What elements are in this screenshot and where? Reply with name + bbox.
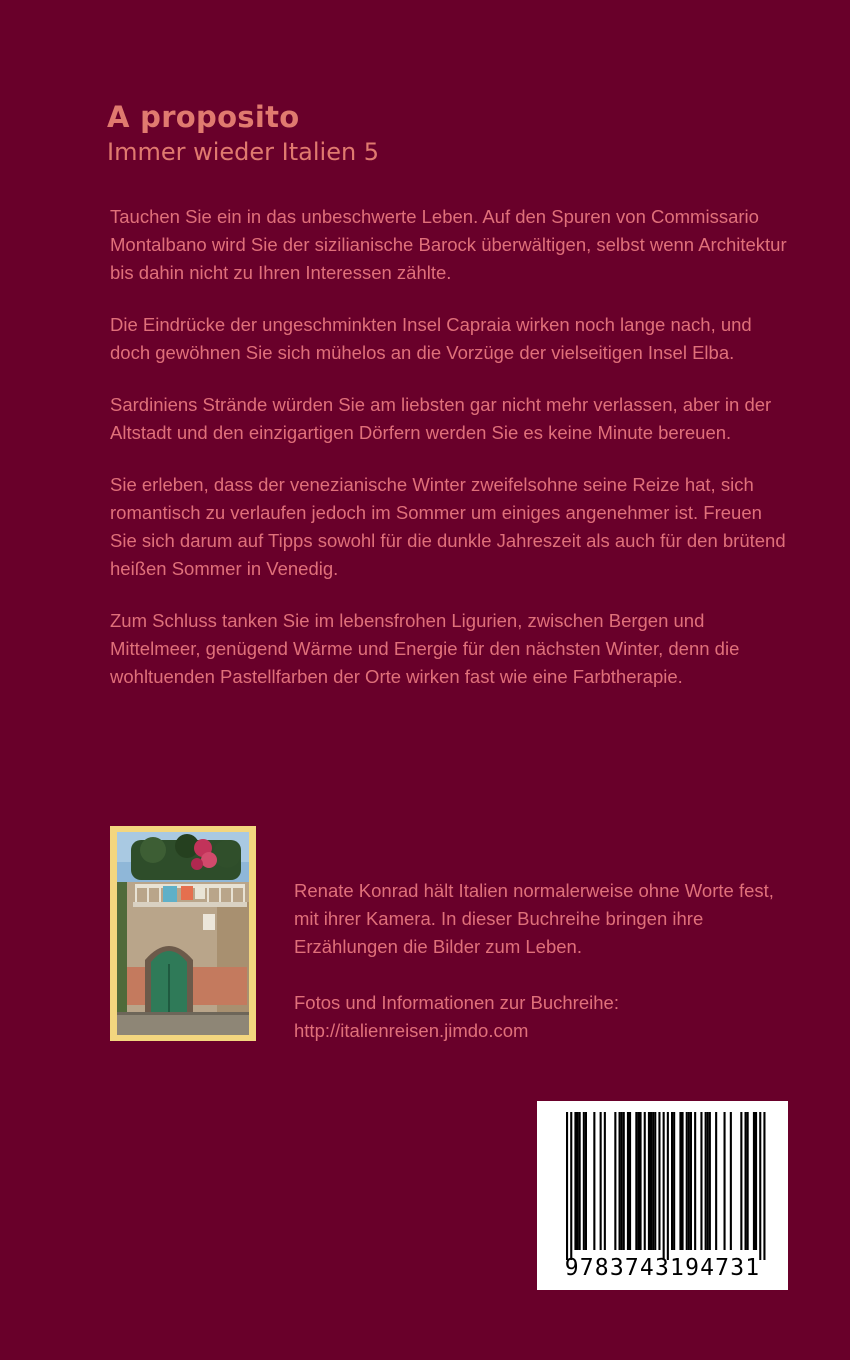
barcode-bar [621,1112,623,1250]
author-photo-frame [110,826,256,1041]
barcode-bar [688,1112,690,1250]
isbn-barcode [537,1101,788,1290]
barcode-bar [654,1112,656,1250]
barcode-bar [604,1112,606,1250]
barcode-bar [579,1112,581,1250]
barcode-bar [614,1112,616,1250]
website-link[interactable]: http://italienreisen.jimdo.com [294,1020,529,1041]
barcode-bar [715,1112,717,1250]
barcode-bar [759,1112,761,1260]
barcode-bar [679,1112,681,1250]
barcode-bar [705,1112,707,1250]
barcode-bar [577,1112,579,1250]
barcode-bar [745,1112,747,1250]
barcode-bar [593,1112,595,1250]
barcode-bar [600,1112,602,1250]
barcode-bar [627,1112,629,1250]
barcode-bar [663,1112,665,1260]
barcode-bar [673,1112,675,1250]
barcode-bar [629,1112,631,1250]
barcode-bar [648,1112,650,1250]
barcode-bar [623,1112,625,1250]
barcode-bar [566,1112,568,1260]
italian-house-photo [117,832,249,1035]
barcode-bar [585,1112,587,1250]
barcode-bar [707,1112,709,1250]
barcode-bar [640,1112,642,1250]
barcode-bar [667,1112,669,1260]
blurb-paragraph: Zum Schluss tanken Sie im lebensfrohen Ligurien, zwischen Bergen und Mittelmeer, genügend Wärme und Energie für den nächsten Winter, denn die wohltuenden Pastellfarben der Orte wirken fast wie eine Farbtherapie. [110,610,740,687]
barcode-bar [690,1112,692,1250]
blurb-paragraph: Sardiniens Strände würden Sie am liebsten gar nicht mehr verlassen, aber in der Altstadt und den einzigartigen Dörfern werden Sie es keine Minute bereuen. [110,394,772,443]
barcode-bar [763,1112,765,1260]
barcode-bar [637,1112,639,1250]
barcode-bar [574,1112,576,1250]
barcode-bar [753,1112,755,1250]
barcode-bar [694,1112,696,1250]
barcode-bar [747,1112,749,1250]
book-subtitle: Immer wieder Italien 5 [107,138,380,166]
barcode-bar [682,1112,684,1250]
blurb-paragraph: Sie erleben, dass der venezianische Winter zweifelsohne seine Reize hat, sich romantisch zu verlaufen jedoch im Sommer um einiges angenehmer ist. Freuen Sie sich darum auf Tipps sowohl für die dunkle Jahreszeit als auch für den brütend heißen Sommer in Venedig. [110,474,786,579]
blurb-paragraph: Tauchen Sie ein in das unbeschwerte Leben. Auf den Spuren von Commissario Montalbano wird Sie der sizilianische Barock überwältigen, selbst wenn Architektur bis dahin nicht zu Ihren Interessen zählte. [110,206,787,283]
barcode-bar [730,1112,732,1250]
author-bio: Renate Konrad hält Italien normalerweise ohne Worte fest, mit ihrer Kamera. In dieser Buchreihe bringen ihre Erzählungen die Bilder zum Leben. [294,880,774,957]
blurb-text [110,203,790,715]
barcode-bar [583,1112,585,1250]
barcode-bar [740,1112,742,1250]
barcode-bar [570,1112,572,1260]
author-info [294,877,774,1045]
barcode-bar [709,1112,711,1250]
barcode-bar [755,1112,757,1250]
website-label: Fotos und Informationen zur Buchreihe: [294,992,619,1013]
barcode-bar [644,1112,646,1250]
isbn-number: 9783743194731 [564,1255,761,1281]
barcode-bar [650,1112,652,1250]
barcode-bar [724,1112,726,1250]
book-title: A proposito [107,100,300,134]
barcode-bar [686,1112,688,1250]
barcode-bar [619,1112,621,1250]
barcode-bar [671,1112,673,1250]
barcode-bar [700,1112,702,1250]
barcode-bar [635,1112,637,1250]
barcode-bar [652,1112,654,1250]
barcode-bar [658,1112,660,1250]
blurb-paragraph: Die Eindrücke der ungeschminkten Insel Capraia wirken noch lange nach, und doch gewöhnen Sie sich mühelos an die Vorzüge der vielseitigen Insel Elba. [110,314,752,363]
